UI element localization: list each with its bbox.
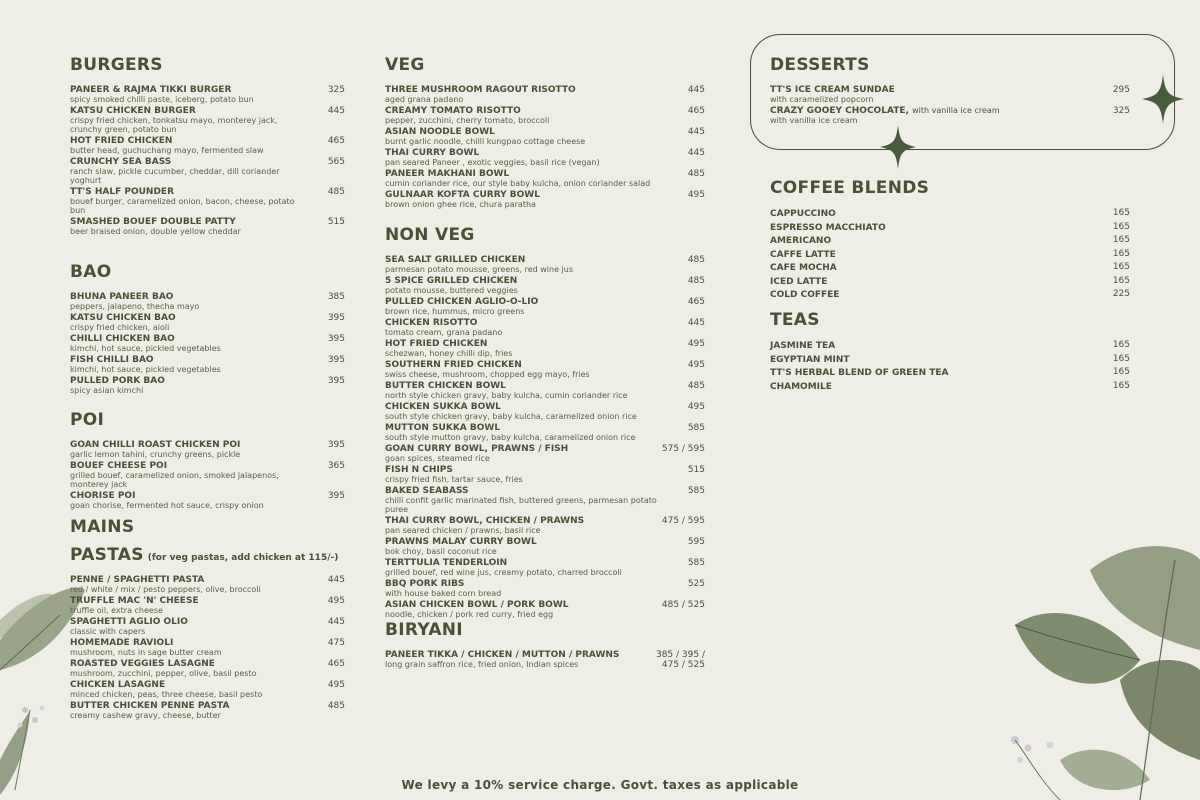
- item-inline-desc: with vanilla ice cream: [912, 106, 1000, 115]
- menu-item: [770, 235, 1130, 249]
- item-desc: crispy fried fish, tartar sauce, fries: [385, 475, 523, 484]
- poi-section: [70, 410, 345, 512]
- item-name: FISH CHILLI BAO: [70, 355, 154, 365]
- menu-item: [70, 701, 345, 720]
- item-price: 585: [687, 486, 705, 496]
- menu-item: [385, 255, 705, 274]
- item-price: 465: [687, 106, 705, 116]
- item-name: CHICKEN LASAGNE: [70, 680, 166, 690]
- item-price: 515: [327, 217, 345, 227]
- item-name-text: CRAZY GOOEY CHOCOLATE,: [770, 106, 909, 116]
- item-name: HOT FRIED CHICKEN: [385, 339, 488, 349]
- item-price: 445: [687, 148, 705, 158]
- item-desc: mushroom, nuts in sage butter cream: [70, 648, 222, 657]
- item-name: 5 SPICE GRILLED CHICKEN: [385, 276, 518, 286]
- item-desc: crispy fried chicken, aioli: [70, 323, 170, 332]
- menu-item: [70, 659, 345, 678]
- item-price: 485: [687, 381, 705, 391]
- item-price: 565: [327, 157, 345, 167]
- item-name: CREAMY TOMATO RISOTTO: [385, 106, 521, 116]
- menu-item: [770, 276, 1130, 290]
- item-desc: crispy fried chicken, tonkatsu mayo, monterey jack, crunchy green, potato bun: [70, 116, 278, 134]
- item-price: 485: [687, 276, 705, 286]
- item-name: PANEER MAKHANI BOWL: [385, 169, 510, 179]
- item-name: GULNAAR KOFTA CURRY BOWL: [385, 190, 540, 200]
- menu-item: [385, 516, 705, 535]
- item-price: 445: [687, 318, 705, 328]
- item-price: 445: [687, 85, 705, 95]
- item-price: 445: [327, 106, 345, 116]
- menu-item: [385, 190, 705, 209]
- item-price: 495: [327, 680, 345, 690]
- item-price: 485: [327, 187, 345, 197]
- item-name: HOMEMADE RAVIOLI: [70, 638, 174, 648]
- item-price: 365: [327, 461, 345, 471]
- item-name: ICED LATTE: [770, 276, 828, 287]
- item-name: SMASHED BOUEF DOUBLE PATTY: [70, 217, 236, 227]
- menu-item: [385, 148, 705, 167]
- item-desc: burnt garlic noodle, chilli kungpao cottage cheese: [385, 137, 586, 146]
- item-price: 165: [1112, 208, 1130, 218]
- menu-item: [770, 222, 1130, 236]
- menu-item: [770, 249, 1130, 263]
- section-title-biryani: BIRYANI: [385, 620, 463, 640]
- item-desc: butter head, guchuchang mayo, fermented slaw: [70, 146, 264, 155]
- item-name: COLD COFFEE: [770, 290, 840, 300]
- section-title-mains: MAINS: [70, 517, 135, 537]
- item-name: PENNE / SPAGHETTI PASTA: [70, 575, 205, 585]
- desserts-section: [770, 55, 1130, 127]
- item-desc: parmesan potato mousse, greens, red wine jus: [385, 265, 573, 274]
- item-desc: brown rice, hummus, micro greens: [385, 307, 525, 316]
- menu-item: [385, 360, 705, 379]
- item-price: 585: [687, 558, 705, 568]
- menu-item: [70, 157, 345, 185]
- leaf-illustration-right: [1000, 530, 1200, 800]
- item-name: CAFE MOCHA: [770, 263, 837, 273]
- item-desc: pan seared chicken / prawns, basil rice: [385, 526, 541, 535]
- item-name: CAPPUCCINO: [770, 209, 836, 219]
- menu-item: [70, 106, 345, 134]
- item-name: BUTTER CHICKEN BOWL: [385, 381, 506, 391]
- item-price: 165: [1112, 248, 1130, 259]
- item-desc: creamy cashew gravy, cheese, butter: [70, 711, 221, 720]
- item-name: TT'S ICE CREAM SUNDAE: [770, 85, 895, 95]
- menu-item: [385, 444, 705, 463]
- item-name: PRAWNS MALAY CURRY BOWL: [385, 537, 537, 547]
- menu-item: [770, 289, 1130, 303]
- item-desc: with vanilla ice cream: [770, 116, 858, 125]
- item-price: 465: [327, 136, 345, 146]
- sparkle-star-icon: [1142, 74, 1184, 124]
- item-name: GOAN CHILLI ROAST CHICKEN POI: [70, 440, 241, 450]
- item-price: 165: [1112, 340, 1130, 350]
- menu-item: [770, 85, 1130, 104]
- item-price: 525: [687, 579, 705, 589]
- item-name: TRUFFLE MAC 'N' CHEESE: [70, 596, 199, 606]
- section-title-nonveg: NON VEG: [385, 225, 475, 245]
- menu-item: [70, 596, 345, 615]
- item-desc: grilled bouef, red wine jus, creamy potato, charred broccoli: [385, 568, 622, 577]
- section-title-burgers: BURGERS: [70, 55, 163, 75]
- menu-item: [770, 208, 1130, 222]
- item-desc: potato mousse, buttered veggies: [385, 286, 518, 295]
- menu-item: [385, 106, 705, 125]
- item-desc: goan chorise, fermented hot sauce, crispy onion: [70, 501, 264, 510]
- item-price: 485: [687, 169, 705, 179]
- item-name: THAI CURRY BOWL: [385, 148, 480, 158]
- item-name: CAFFE LATTE: [770, 249, 836, 260]
- item-price: 395: [327, 334, 345, 344]
- menu-item: [770, 106, 1130, 125]
- item-name: SEA SALT GRILLED CHICKEN: [385, 255, 526, 265]
- menu-item: [70, 617, 345, 636]
- item-desc: pan seared Paneer , exotic veggies, basil rice (vegan): [385, 158, 600, 167]
- item-desc: with house baked corn bread: [385, 589, 502, 598]
- item-desc: minced chicken, peas, three cheese, basil pesto: [70, 690, 263, 699]
- menu-item: [385, 169, 705, 188]
- item-price: 395: [327, 313, 345, 323]
- menu-item: [385, 297, 705, 316]
- item-price: 295: [1112, 85, 1130, 95]
- item-desc: south style chicken gravy, baby kulcha, caramelized onion rice: [385, 412, 637, 421]
- item-desc: bok choy, basil coconut rice: [385, 547, 497, 556]
- section-title-teas: TEAS: [770, 310, 820, 330]
- menu-item: [385, 85, 705, 104]
- item-desc: with caramelized popcorn: [770, 95, 874, 104]
- item-desc: swiss cheese, mushroom, chopped egg mayo, fries: [385, 370, 590, 379]
- item-desc: schezwan, honey chilli dip, fries: [385, 349, 513, 358]
- item-price: 495: [327, 596, 345, 606]
- item-name: TT'S HALF POUNDER: [70, 187, 175, 197]
- item-name: ROASTED VEGGIES LASAGNE: [70, 659, 215, 669]
- item-name: PANEER TIKKA / CHICKEN / MUTTON / PRAWNS: [385, 650, 620, 660]
- menu-item: [385, 650, 705, 670]
- item-price: 465: [327, 659, 345, 669]
- item-name: FISH N CHIPS: [385, 465, 453, 475]
- item-name: TT'S HERBAL BLEND OF GREEN TEA: [770, 368, 949, 378]
- item-desc: beer braised onion, double yellow cheddar: [70, 227, 241, 236]
- biryani-section: [385, 620, 705, 672]
- item-price: 395: [327, 440, 345, 450]
- item-name: AMERICANO: [770, 236, 832, 246]
- menu-item: [385, 402, 705, 421]
- item-price: 465: [687, 297, 705, 307]
- item-desc: spicy asian kimchi: [70, 386, 144, 395]
- item-name: CRUNCHY SEA BASS: [70, 157, 172, 167]
- menu-item: [770, 262, 1130, 276]
- item-name: BOUEF CHEESE POI: [70, 461, 168, 471]
- item-price: 485: [687, 255, 705, 265]
- item-name: MUTTON SUKKA BOWL: [385, 423, 501, 433]
- item-desc: garlic lemon tahini, crunchy greens, pickle: [70, 450, 241, 459]
- item-name: EGYPTIAN MINT: [770, 354, 850, 365]
- item-price: 515: [687, 465, 705, 475]
- item-price: 225: [1112, 289, 1130, 299]
- menu-item: [70, 376, 345, 395]
- item-name: KATSU CHICKEN BAO: [70, 313, 176, 323]
- menu-item: [385, 339, 705, 358]
- item-name: CHICKEN RISOTTO: [385, 318, 478, 328]
- item-desc: grilled bouef, caramelized onion, smoked jalapenos, monterey jack: [70, 471, 279, 489]
- section-title-pastas: [70, 545, 345, 565]
- menu-item: [70, 334, 345, 353]
- burgers-section: [70, 55, 345, 238]
- item-name: PANEER & RAJMA TIKKI BURGER: [70, 85, 232, 95]
- pastas-section: [70, 545, 345, 722]
- item-name: ESPRESSO MACCHIATO: [770, 222, 886, 233]
- menu-item: [70, 575, 345, 594]
- menu-item: [70, 680, 345, 699]
- item-name: PULLED CHICKEN AGLIO-O-LIO: [385, 297, 539, 307]
- item-desc: peppers, jalapeno, thecha mayo: [70, 302, 200, 311]
- item-desc: north style chicken gravy, baby kulcha, cumin coriander rice: [385, 391, 628, 400]
- item-desc: brown onion ghee rice, chura paratha: [385, 200, 536, 209]
- item-desc: aged grana padano: [385, 95, 464, 104]
- item-name: BBQ PORK RIBS: [385, 579, 465, 589]
- menu-item: [385, 465, 705, 484]
- item-price: 475: [327, 638, 345, 648]
- item-desc: truffle oil, extra cheese: [70, 606, 163, 615]
- item-price: 165: [1112, 367, 1130, 377]
- section-title-desserts: DESSERTS: [770, 55, 870, 75]
- item-name: CHORISE POI: [70, 491, 136, 501]
- item-name: KATSU CHICKEN BURGER: [70, 106, 196, 116]
- item-price: 485 / 525: [661, 600, 705, 610]
- item-desc: kimchi, hot sauce, pickled vegetables: [70, 365, 221, 374]
- item-price: 445: [327, 575, 345, 585]
- item-price: 165: [1112, 262, 1130, 272]
- item-desc: ranch slaw, pickle cucumber, cheddar, dill coriander yoghurt: [70, 167, 280, 185]
- item-price: 485: [327, 701, 345, 711]
- item-price: 385: [327, 292, 345, 302]
- item-desc: kimchi, hot sauce, pickled vegetables: [70, 344, 221, 353]
- menu-item: [385, 127, 705, 146]
- item-desc: cumin coriander rice, our style baby kulcha, onion coriander salad: [385, 179, 651, 188]
- item-name: ASIAN CHICKEN BOWL / PORK BOWL: [385, 600, 569, 610]
- item-name: TERTTULIA TENDERLOIN: [385, 558, 508, 568]
- item-price: 325: [1112, 106, 1130, 116]
- item-name: THAI CURRY BOWL, CHICKEN / PRAWNS: [385, 516, 585, 526]
- veg-section: [385, 55, 705, 211]
- item-name: GOAN CURRY BOWL, PRAWNS / FISH: [385, 444, 569, 454]
- item-name: THREE MUSHROOM RAGOUT RISOTTO: [385, 85, 576, 95]
- teas-section: [770, 310, 1130, 394]
- item-name: BUTTER CHICKEN PENNE PASTA: [70, 701, 230, 711]
- item-name: SOUTHERN FRIED CHICKEN: [385, 360, 522, 370]
- nonveg-section: [385, 225, 705, 621]
- item-price: 165: [1112, 353, 1130, 364]
- item-desc: classic with capers: [70, 627, 146, 636]
- coffee-section: [770, 178, 1130, 303]
- menu-item: [70, 355, 345, 374]
- item-desc: goan spices, steamed rice: [385, 454, 490, 463]
- item-price: 165: [1112, 380, 1130, 391]
- menu-item: [385, 558, 705, 577]
- section-title-veg: VEG: [385, 55, 425, 75]
- menu-item: [385, 276, 705, 295]
- menu-item: [70, 136, 345, 155]
- sparkle-star-icon-2: [880, 125, 916, 169]
- item-desc: red / white / mix / pesto peppers, olive, broccoli: [70, 585, 261, 594]
- menu-item: [770, 367, 1130, 381]
- menu-item: [385, 423, 705, 442]
- bao-section: [70, 262, 345, 397]
- menu-item: [70, 217, 345, 236]
- item-name: BAKED SEABASS: [385, 486, 469, 496]
- item-price: 575 / 595: [661, 444, 705, 454]
- item-desc: bouef burger, caramelized onion, bacon, cheese, potato bun: [70, 197, 295, 215]
- menu-item: [385, 537, 705, 556]
- item-name: PULLED PORK BAO: [70, 376, 165, 386]
- item-price: 395: [327, 376, 345, 386]
- item-desc: long grain saffron rice, fried onion, Indian spices: [385, 660, 579, 669]
- item-name: [770, 106, 1000, 116]
- item-desc: south style mutton gravy, baby kulcha, caramelized onion rice: [385, 433, 636, 442]
- item-name: CHAMOMILE: [770, 381, 832, 392]
- pastas-note: (for veg pastas, add chicken at 115/-): [147, 553, 339, 563]
- menu-item: [70, 461, 345, 489]
- item-desc: chilli confit garlic marinated fish, buttered greens, parmesan potato puree: [385, 496, 657, 514]
- menu-item: [385, 486, 705, 514]
- menu-item: [70, 440, 345, 459]
- item-price: 385 / 395 /: [655, 650, 705, 660]
- menu-item: [70, 491, 345, 510]
- menu-item: [385, 318, 705, 337]
- item-name: CHICKEN SUKKA BOWL: [385, 402, 501, 412]
- service-charge-note: We levy a 10% service charge. Govt. taxes as applicable: [401, 778, 799, 792]
- item-price: 165: [1112, 275, 1130, 286]
- menu-item: [770, 354, 1130, 368]
- pastas-title-text: PASTAS: [70, 545, 144, 565]
- item-price: 595: [687, 537, 705, 547]
- item-price: 395: [327, 491, 345, 501]
- item-name: BHUNA PANEER BAO: [70, 292, 174, 302]
- item-price: 585: [687, 423, 705, 433]
- menu-item: [70, 638, 345, 657]
- item-desc: tomato cream, grana padano: [385, 328, 503, 337]
- menu-item: [770, 340, 1130, 354]
- menu-item: [770, 381, 1130, 395]
- item-name: CHILLI CHICKEN BAO: [70, 334, 175, 344]
- item-price: 325: [327, 85, 345, 95]
- item-name: HOT FRIED CHICKEN: [70, 136, 173, 146]
- menu-item: [385, 381, 705, 400]
- section-title-poi: POI: [70, 410, 105, 430]
- item-price: 495: [687, 190, 705, 200]
- item-price: 445: [327, 617, 345, 627]
- section-title-coffee: COFFEE BLENDS: [770, 178, 930, 198]
- menu-item: [385, 579, 705, 598]
- item-price: 495: [687, 339, 705, 349]
- item-price: 165: [1112, 221, 1130, 232]
- section-title-bao: BAO: [70, 262, 112, 282]
- item-price: 445: [687, 127, 705, 137]
- item-desc: noodle, chicken / pork red curry, fried egg: [385, 610, 554, 619]
- item-desc: mushroom, zucchini, pepper, olive, basil pesto: [70, 669, 257, 678]
- menu-item: [70, 292, 345, 311]
- item-name: JASMINE TEA: [770, 341, 836, 351]
- item-price: 165: [1112, 235, 1130, 245]
- menu-item: [70, 313, 345, 332]
- item-price-2: 475 / 525: [661, 660, 705, 670]
- menu-item: [70, 85, 345, 104]
- item-price: 395: [327, 355, 345, 365]
- item-price: 495: [687, 360, 705, 370]
- menu-item: [385, 600, 705, 619]
- item-name: SPAGHETTI AGLIO OLIO: [70, 617, 188, 627]
- item-desc: pepper, zucchini, cherry tomato, broccoli: [385, 116, 550, 125]
- item-price: 475 / 595: [661, 516, 705, 526]
- item-name: ASIAN NOODLE BOWL: [385, 127, 495, 137]
- menu-item: [70, 187, 345, 215]
- mains-section: [70, 517, 345, 547]
- item-desc: spicy smoked chilli paste, iceberg, potato bun: [70, 95, 254, 104]
- item-price: 495: [687, 402, 705, 412]
